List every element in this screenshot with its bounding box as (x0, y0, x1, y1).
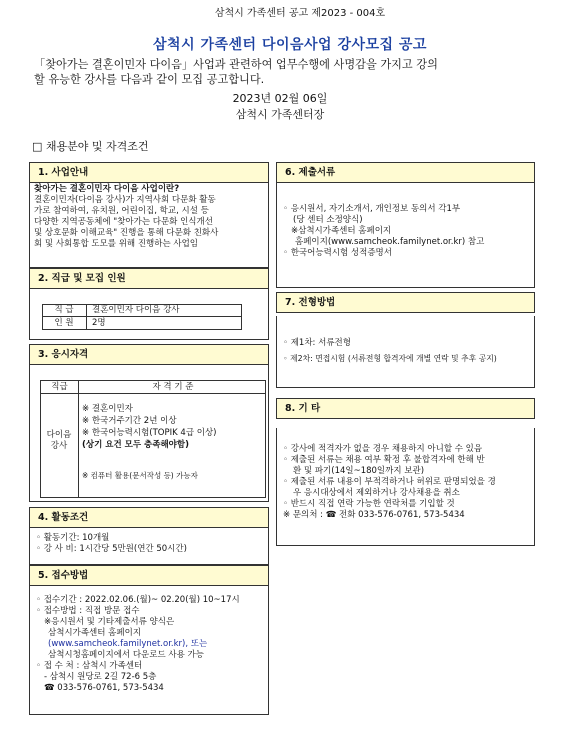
s5-line-0: ◦ 접수기간 : 2022.02.06.(월)~ 02.20(월) 10~17시 (36, 595, 240, 605)
section-8-body (276, 428, 535, 546)
qual-item-0: ※ 결혼이민자 (82, 404, 133, 414)
section-8-header: 8. 기 타 (276, 398, 535, 419)
issuer: 삼척시 가족센터장 (235, 108, 325, 121)
qual-item-2: ※ 한국어능력시험(TOPIK 4급 이상) (82, 428, 217, 438)
s5-line-2: ※응시원서 및 기타제출서류 양식은 (44, 617, 175, 627)
s8-line-0: ◦ 강사에 적격자가 없을 경우 채용하지 아니할 수 있음 (283, 444, 483, 454)
rank-value: 결혼이민자 다이음 강사 (92, 305, 180, 315)
headcount-label: 인 원 (54, 318, 74, 328)
s5-line-8: ☎ 033-576-0761, 573-5434 (44, 683, 164, 693)
s1-line-3: 다양한 지역공동체에 "찾아가는 다문화 인식개선 (34, 217, 213, 227)
qual-item-4: ※ 컴퓨터 활용(문서작성 등) 가능자 (82, 471, 198, 480)
s1-line-1: 결혼이민자(다이음 강사)가 지역사회 다문화 활동 (34, 195, 216, 205)
section-1-header: 1. 사업안내 (29, 162, 269, 183)
rank-label: 직 급 (54, 305, 74, 315)
section-3-header: 3. 응시자격 (29, 344, 269, 365)
s6-line-0: ◦ 응시원서, 자기소개서, 개인정보 동의서 각1부 (283, 204, 461, 214)
intro-line-2: 할 유능한 강사를 다음과 같이 모집 공고합니다. (34, 73, 265, 86)
section-5-header: 5. 접수방법 (29, 565, 269, 586)
s6-line-1: (당 센터 소정양식) (293, 215, 363, 225)
s8-line-4: 우 응시대상에서 제외하거나 강사채용을 취소 (293, 488, 460, 498)
section-4-header: 4. 활동조건 (29, 507, 269, 528)
s8-line-2: 환 및 파기(14일~180일까지 보관) (293, 466, 425, 476)
section-7-header: 7. 전형방법 (276, 292, 535, 313)
s1-line-4: 및 상호문화 이해교육" 진행을 통해 다문화 친화사 (34, 228, 219, 238)
s6-line-2: ※삼척시가족센터 홈페이지 (291, 226, 392, 236)
s5-line-7: - 삼척시 원당로 2길 72-6 5층 (44, 672, 157, 682)
col-criteria-header: 자 격 기 준 (152, 382, 194, 392)
s6-line-4: ◦ 한국어능력시험 성적증명서 (283, 248, 392, 258)
intro-line-1: 「찾아가는 결혼이민자 다이음」사업과 관련하여 업무수행에 사명감을 가지고 강의 (34, 58, 438, 71)
section-7-body (276, 316, 535, 388)
section-6-header: 6. 제출서류 (276, 162, 535, 183)
section-5-body (29, 585, 269, 715)
qual-rank-value: 다이음 강사 (46, 430, 72, 451)
s7-line-1: ◦ 제2차: 면접시험 (서류전형 합격자에 개별 연락 및 추후 공지) (283, 354, 497, 363)
s1-line-5: 회 및 사회통합 도모를 위해 진행하는 사업임 (34, 239, 199, 249)
s4-line-1: ◦ 강 사 비: 1시간당 5만원(연간 50시간) (36, 544, 187, 554)
s5-line-6: ◦ 접 수 처 : 삼척시 가족센터 (36, 661, 143, 671)
col-rank-header: 직급 (51, 382, 68, 392)
s4-line-0: ◦ 활동기간: 10개월 (36, 533, 110, 543)
notice-date: 2023년 02월 06일 (232, 92, 328, 105)
s8-line-6: ※ 문의처 : ☎ 전화 033-576-0761, 573-5434 (283, 510, 465, 520)
s1-line-0: 찾아가는 결혼이민자 다이음 사업이란? (34, 184, 180, 194)
notice-number: 삼척시 가족센터 공고 제2023 - 004호 (214, 8, 386, 19)
s8-line-5: ◦ 반드시 직접 연락 가능한 연락처를 기입할 것 (283, 499, 455, 509)
section-1-body (29, 182, 269, 268)
section-6-body (276, 182, 535, 288)
section-title: □ 채용분야 및 자격조건 (32, 140, 149, 153)
page-title: 삼척시 가족센터 다이음사업 강사모집 공고 (153, 37, 427, 53)
s1-line-2: 가로 참여하여, 유치원, 어린이집, 학교, 시설 등 (34, 206, 209, 216)
s5-line-4[interactable]: (www.samcheok.familynet.or.kr), 또는 (48, 639, 208, 649)
s8-line-1: ◦ 제출된 서류는 채용 여부 확정 후 불합격자에 한해 반 (283, 455, 485, 465)
headcount-value: 2명 (92, 318, 106, 328)
qual-item-3: (상기 요건 모두 충족해야함) (82, 440, 189, 450)
s5-line-5: 삼척시청홈페이지에서 다운로드 사용 가능 (48, 650, 204, 660)
s8-line-3: ◦ 제출된 서류 내용이 부적격하거나 허위로 판명되었을 경 (283, 477, 496, 487)
s5-line-1: ◦ 접수방법 : 직접 방문 접수 (36, 606, 140, 616)
s6-line-3: 홈페이지(www.samcheok.familynet.or.kr) 참고 (295, 237, 485, 247)
s7-line-0: ◦ 제1차: 서류전형 (283, 338, 351, 348)
section-4-body (29, 527, 269, 565)
qual-item-1: ※ 한국거주기간 2년 이상 (82, 416, 177, 426)
s5-line-3: 삼척시가족센터 홈페이지 (48, 628, 142, 638)
section-2-header: 2. 직급 및 모집 인원 (29, 268, 269, 289)
